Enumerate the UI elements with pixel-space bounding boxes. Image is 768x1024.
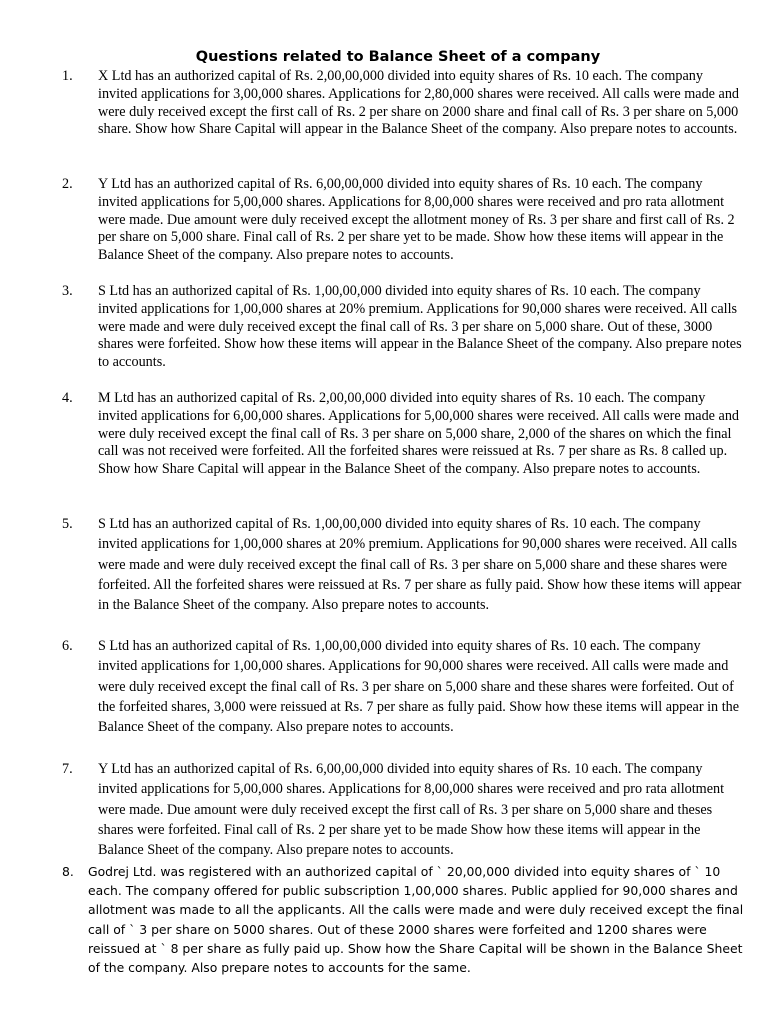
page-title: Questions related to Balance Sheet of a company <box>195 49 601 65</box>
question-number: 3. <box>62 283 73 299</box>
question-text: Y Ltd has an authorized capital of Rs. 6,00,00,000 divided into equity shares of Rs. 10 each. The company invited applications for 5,00,000 shares. Applications for 8,00,000 shares were received and pro rata allotment were made. Due amount were duly received except the first call of Rs. 3 per share on 5,000 share and theses shares were forfeited. Final call of Rs. 2 per share yet to be made Show how these items will appear in the Balance Sheet of the company. Also prepare notes to accounts. <box>98 761 725 859</box>
question-text: Godrej Ltd. was registered with an authorized capital of ` 20,00,000 divided into equity shares of ` 10 each. The company offered for public subscription 1,00,000 shares. Public applied for 90,000 shares and allotment was made to all the applicants. All the calls were made and were duly received except the final call of ` 3 per share on 5000 shares. Out of these 2000 shares were forfeited and 1200 shares were reissued at ` 8 per share as fully paid up. Show how the Share Capital will be shown in the Balance Sheet of the company. Also prepare notes to accounts for the same. <box>88 864 744 976</box>
question-8 <box>62 862 752 977</box>
question-5 <box>62 514 742 615</box>
question-4 <box>62 390 742 479</box>
question-text: S Ltd has an authorized capital of Rs. 1,00,00,000 divided into equity shares of Rs. 10 each. The company invited applications for 1,00,000 shares. Applications for 90,000 shares were received. All calls were made and were duly received except the final call of Rs. 3 per share on 5,000 share and these shares were forfeited. Out of the forfeited shares, 3,000 were reissued at Rs. 7 per share as fully paid. Show how these items will appear in the Balance Sheet of the company. Also prepare notes to accounts. <box>98 638 740 736</box>
question-text: M Ltd has an authorized capital of Rs. 2,00,00,000 divided into equity shares of Rs. 10 each. The company invited applications for 6,00,000 shares. Applications for 5,00,000 shares were received. All calls were made and were duly received except the final call of Rs. 3 per share on 5,000 share, 2,000 of the shares on which the final call was not received were forfeited. All the forfeited shares were reissued at Rs. 7 per share as Rs. 8 called up. Show how Share Capital will appear in the Balance Sheet of the company. Also prepare notes to accounts. <box>98 390 740 478</box>
question-text: Y Ltd has an authorized capital of Rs. 6,00,00,000 divided into equity shares of Rs. 10 each. The company invited applications for 5,00,000 shares. Applications for 8,00,000 shares were received and pro rata allotment were made. Due amount were duly received except the allotment money of Rs. 3 per share and first call of Rs. 2 per share on 5,000 share. Final call of Rs. 2 per share yet to be made. Show how these items will appear in the Balance Sheet of the company. Also prepare notes to accounts. <box>98 176 735 264</box>
question-number: 7. <box>62 761 73 777</box>
question-text: S Ltd has an authorized capital of Rs. 1,00,00,000 divided into equity shares of Rs. 10 each. The company invited applications for 1,00,000 shares at 20% premium. Applications for 90,000 shares were received. All calls were made and were duly received except the final call of Rs. 3 per share on 5,000 share and these shares were forfeited. All the forfeited shares were reissued at Rs. 7 per share as fully paid. Show how these items will appear in the Balance Sheet of the company. Also prepare notes to accounts. <box>98 516 742 614</box>
question-text: X Ltd has an authorized capital of Rs. 2,00,00,000 divided into equity shares of Rs. 10 each. The company invited applications for 3,00,000 shares. Applications for 2,80,000 shares were received. All calls were made and were duly received except the first call of Rs. 2 per share on 2000 share and final call of Rs. 3 per share on 5,000 share. Show how Share Capital will appear in the Balance Sheet of the company. Also prepare notes to accounts. <box>98 68 740 138</box>
question-2 <box>62 176 742 265</box>
question-3 <box>62 283 742 372</box>
question-number: 5. <box>62 516 73 532</box>
question-7 <box>62 759 742 860</box>
question-number: 6. <box>62 638 73 654</box>
question-number: 1. <box>62 68 73 84</box>
question-6 <box>62 636 742 737</box>
question-text: S Ltd has an authorized capital of Rs. 1,00,00,000 divided into equity shares of Rs. 10 each. The company invited applications for 1,00,000 shares at 20% premium. Applications for 90,000 shares were received. All calls were made and were duly received except the final call of Rs. 3 per share on 5,000 share. Out of these, 3000 shares were forfeited. Show how these items will appear in the Balance Sheet of the company. Also prepare notes to accounts. <box>98 283 742 371</box>
question-number: 4. <box>62 390 73 406</box>
question-number: 2. <box>62 176 73 192</box>
question-1 <box>62 68 742 139</box>
question-number: 8. <box>62 864 74 879</box>
